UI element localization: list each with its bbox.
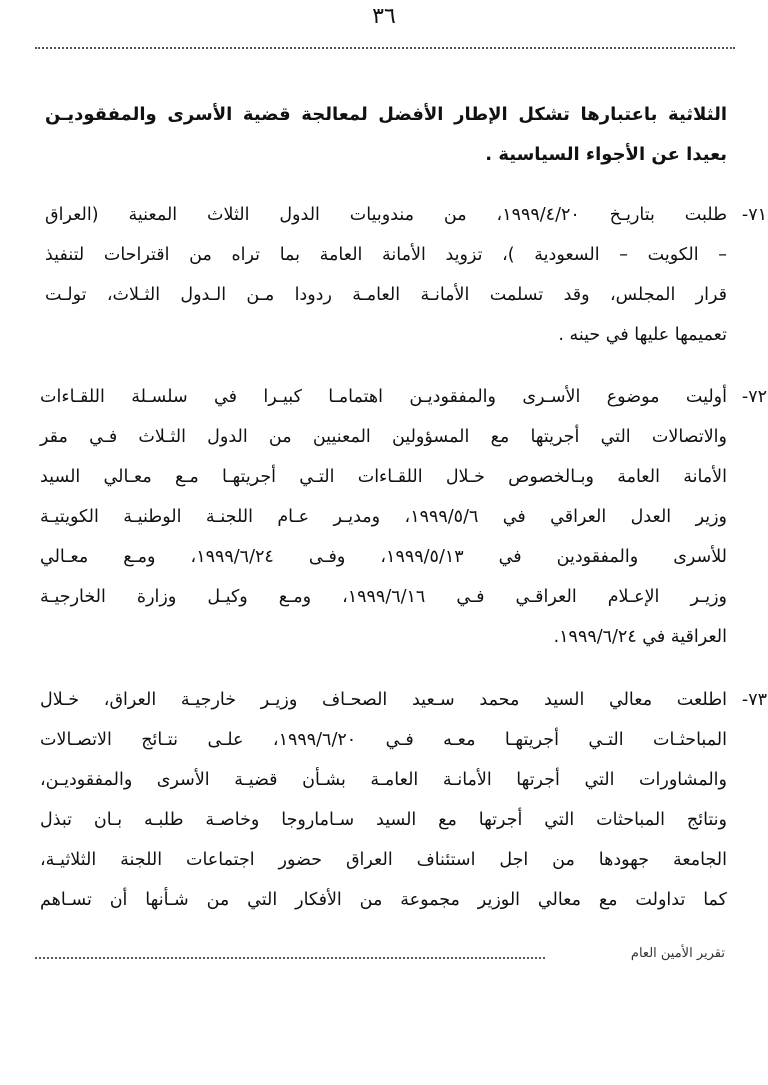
paragraph-line: تعميمها عليها في حينه . (558, 325, 727, 345)
page-number: ٣٦ (372, 4, 396, 29)
header-divider (35, 47, 735, 49)
paragraph-line: والمشاورات التي أجرتها الأمانـة العامـة بشـأن قضيـة الأسرى والمفقوديـن، (40, 770, 727, 790)
intro-line: بعيدا عن الأجواء السياسية . (485, 144, 727, 165)
paragraph-line: أوليت موضوع الأسـرى والمفقوديـن اهتمامـا كبيـرا في سلسـلة اللقـاءات (40, 387, 727, 407)
paragraph-number: ٧١- (741, 205, 767, 225)
paragraph-line: وزيـر الإعـلام العراقـي فـي ١٩٩٩/٦/١٦، ومـع وكيـل وزارة الخارجيـة (40, 587, 727, 607)
paragraph-line: العراقية في ١٩٩٩/٦/٢٤. (553, 627, 727, 647)
paragraph-line: الأمانة العامة وبـالخصوص خـلال اللقـاءات التـي أجريتهـا مـع معـالي السيد (40, 467, 727, 487)
paragraph-line: اطلعت معالي السيد محمد سـعيد الصحـاف وزيـر خارجيـة العراق، خـلال (40, 690, 727, 710)
paragraph-line: طلبت بتاريـخ ١٩٩٩/٤/٢٠، من مندوبيات الدول الثلاث المعنية (العراق (45, 205, 727, 225)
paragraph-line: الجامعة جهودها من اجل استئناف العراق حضور اجتماعات اللجنة الثلاثيـة، (40, 850, 727, 870)
footer-divider-left (35, 957, 545, 959)
paragraph-line: ونتائج المباحثات التي أجرتها مع السيد سـاماروجا وخاصـة طلبـه بـان تبذل (40, 810, 727, 830)
paragraph-line: للأسرى والمفقودين في ١٩٩٩/٥/١٣، وفـى ١٩٩٩/٦/٢٤، ومـع معـالي (40, 547, 727, 567)
paragraph-line: كما تداولت مع معالي الوزير مجموعة من الأفكار التي من شـأنها أن تسـاهم (40, 890, 727, 910)
intro-line: الثلاثية باعتبارها تشكل الإطار الأفضل لمعالجة قضية الأسرى والمفقوديـن (45, 104, 727, 125)
paragraph-line: المباحثـات التـي أجريتهـا معـه فـي ١٩٩٩/٦/٢٠، علـى نتـائج الاتصـالات (40, 730, 728, 750)
paragraph-line: قرار المجلس، وقد تسلمت الأمانـة العامـة ردودا مـن الـدول الثـلاث، تولـت (45, 285, 727, 305)
paragraph-line: – الكويت – السعودية )، تزويد الأمانة العامة بما تراه من اقتراحات لتنفيذ (45, 245, 727, 265)
paragraph-line: والاتصالات التي أجريتها مع المسؤولين المعنيين من الدول الثـلاث فـي مقر (40, 427, 727, 447)
paragraph-number: ٧٢- (741, 387, 767, 407)
footer-title: تقرير الأمين العام (630, 946, 725, 961)
paragraph-line: وزير العدل العراقي في ١٩٩٩/٥/٦، ومديـر عـام اللجنـة الوطنيـة الكويتيـة (40, 507, 727, 527)
paragraph-number: ٧٣- (741, 690, 767, 710)
